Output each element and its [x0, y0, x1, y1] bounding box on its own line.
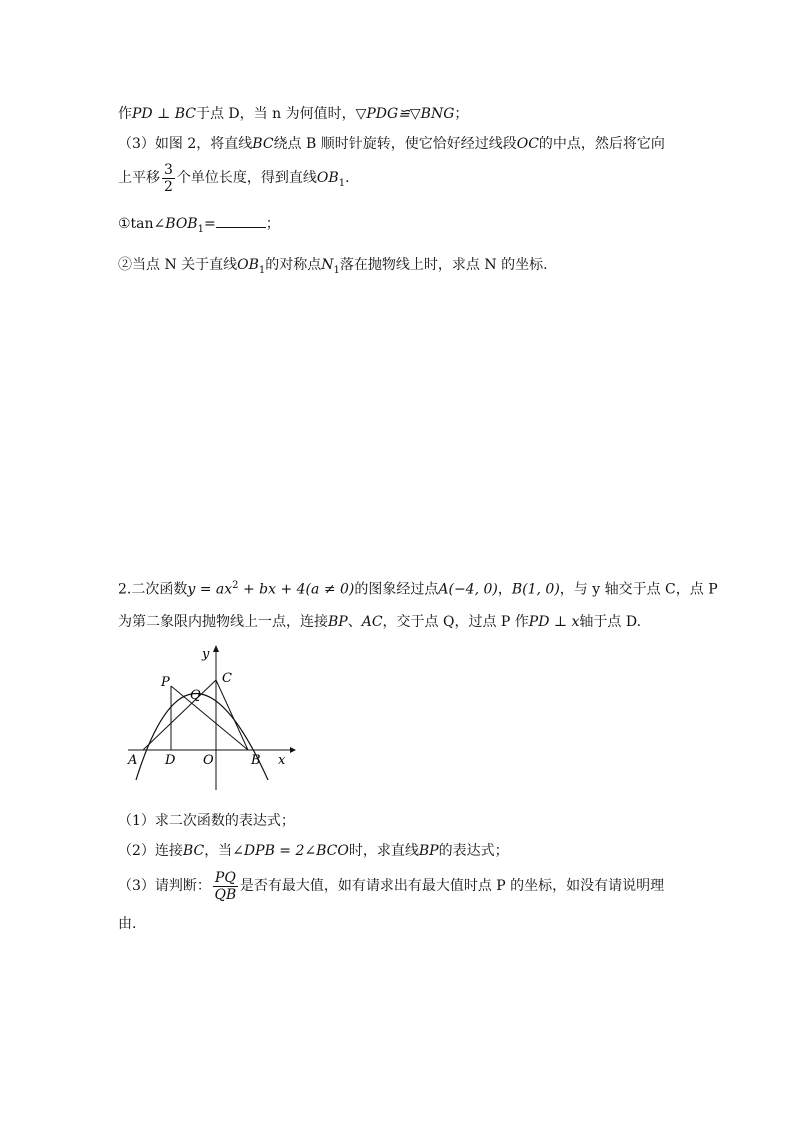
math-expr: BP — [418, 843, 439, 859]
text: ，与 y 轴交于点 C，点 P — [559, 581, 718, 598]
text: ， — [497, 581, 512, 598]
answer-blank — [216, 213, 266, 228]
subscript: 1 — [333, 264, 340, 276]
p2-line2 — [118, 613, 641, 631]
segment-CB — [216, 680, 248, 750]
text: 绕点 B 顺时针旋转，使它恰好经过线段 — [273, 136, 517, 152]
label-P: P — [161, 675, 170, 690]
subscript: 1 — [338, 177, 346, 189]
text: 时，求直线 — [348, 843, 419, 859]
math-expr: BP — [328, 614, 348, 630]
math-expr: BC — [252, 136, 274, 152]
math-expr: N — [321, 257, 334, 273]
text: 的表达式； — [438, 843, 509, 859]
text: ； — [454, 106, 469, 122]
p1-line4 — [118, 213, 280, 239]
numerator: 3 — [164, 161, 173, 178]
text: （3）如图 2，将直线 — [118, 136, 253, 152]
math-expr: A(−4, 0) — [438, 581, 498, 598]
segment-PB — [171, 686, 248, 750]
text: 为第二象限内抛物线上一点，连接 — [118, 614, 328, 630]
label-y: y — [202, 647, 210, 662]
math-expr: PD ⊥ x — [528, 614, 580, 630]
parabola-figure — [118, 640, 298, 790]
math-expr: BOB — [165, 216, 198, 232]
label-A: A — [128, 753, 138, 768]
p2-line1 — [118, 577, 718, 599]
text: 的中点，然后将它向 — [538, 136, 665, 152]
math-expr: ∠DPB = 2∠BCO — [232, 843, 349, 859]
text: ，当 — [204, 843, 233, 859]
text: 上平移 — [118, 170, 160, 186]
subscript: 1 — [258, 264, 266, 276]
p2-q3-cont: 由. — [118, 916, 137, 932]
text: （3）请判断： — [118, 878, 211, 894]
text: 作 — [118, 106, 132, 122]
text: = — [203, 216, 216, 232]
p2-q1: （1）求二次函数的表达式； — [118, 813, 295, 829]
label-Q: Q — [190, 688, 201, 703]
text: . — [345, 170, 350, 186]
p1-line3 — [118, 160, 350, 202]
text: 是否有最大值，如有请求出有最大值时点 P 的坐标，如没有请说明理 — [239, 878, 665, 894]
text: ，交于点 Q，过点 P 作 — [382, 614, 529, 630]
numerator: PQ — [214, 869, 236, 886]
p1-line5 — [118, 256, 548, 280]
p2-q2 — [118, 842, 509, 860]
math-expr: ▽PDG≌▽BNG — [355, 106, 455, 122]
math-expr: OB — [316, 170, 339, 186]
math-expr: y = ax — [187, 581, 233, 598]
segment-AC — [143, 680, 216, 750]
math-expr: OB — [237, 257, 259, 273]
superscript: 2 — [232, 580, 239, 591]
text: 的对称点 — [265, 257, 322, 273]
math-expr: PD ⊥ BC — [132, 106, 196, 122]
text: 、 — [347, 614, 362, 630]
y-axis-arrow — [213, 645, 219, 652]
math-expr: OC — [516, 136, 539, 152]
text: 落在抛物线上时，求点 N 的坐标. — [339, 257, 548, 273]
label-D: D — [165, 753, 176, 768]
p1-line2 — [118, 135, 665, 153]
text: （2）连接 — [118, 843, 183, 859]
math-expr: BC — [182, 843, 205, 859]
math-expr: B(1, 0) — [511, 581, 560, 598]
text: 2.二次函数 — [118, 581, 188, 598]
fraction — [213, 870, 238, 903]
text: ②当点 N 关于直线 — [118, 257, 238, 273]
parabola-curve — [136, 694, 268, 781]
text: ； — [265, 216, 280, 232]
denominator: QB — [214, 886, 237, 903]
math-expr: + bx + 4(a ≠ 0) — [238, 581, 355, 598]
label-B: B — [251, 753, 261, 768]
p2-q3 — [118, 866, 664, 906]
label-x: x — [278, 753, 286, 768]
label-C: C — [222, 671, 232, 686]
math-expr: AC — [361, 614, 383, 630]
text: 轴于点 D. — [579, 614, 642, 630]
text: 个单位长度，得到直线 — [176, 170, 317, 186]
subscript: 1 — [197, 223, 204, 235]
label-O: O — [203, 753, 214, 768]
denominator: 2 — [164, 178, 173, 195]
x-axis-arrow — [290, 747, 296, 753]
text: 于点 D，当 n 为何值时， — [195, 106, 356, 122]
text: 的图象经过点 — [354, 581, 439, 598]
fraction — [162, 162, 175, 195]
text: ①tan∠ — [118, 216, 166, 232]
p1-line1 — [118, 105, 468, 123]
